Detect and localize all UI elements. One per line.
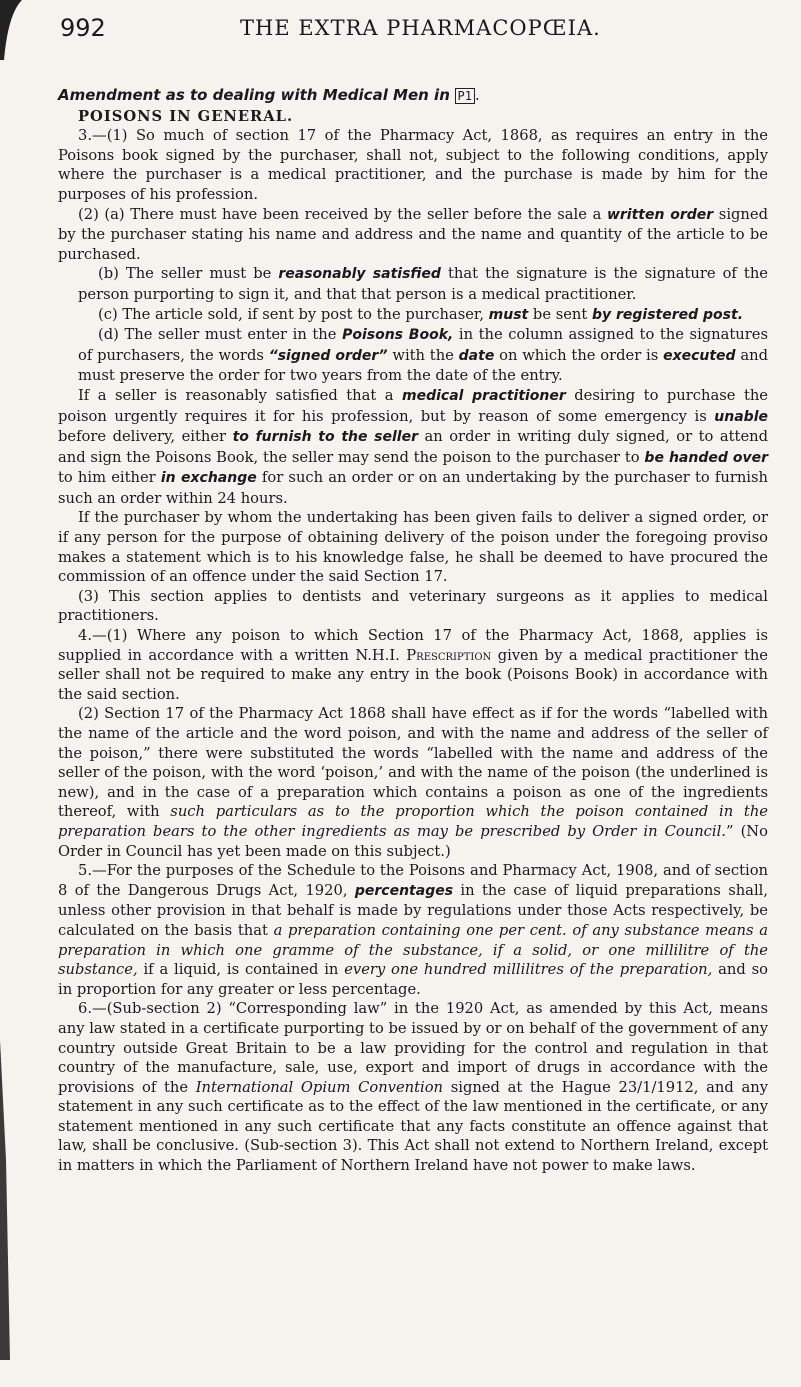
running-title: THE EXTRA PHARMACOPŒIA. <box>240 16 601 40</box>
emphasis: date <box>458 347 495 364</box>
para-3-2b: (b) The seller must be reasonably satisfied that the signature is the signature of the person purporting to sign it, and that that person is a medical practitioner. <box>78 265 768 303</box>
emphasis: percentages <box>354 882 454 899</box>
section-subheading <box>58 107 768 127</box>
para-4-2: (2) Section 17 of the Pharmacy Act 1868 shall have effect as if for the words “labelled with the name of the article and the word poison, and with the name and address of the seller of the poison,” there were substituted the words “labelled with the name and address of the seller of the poison, with the word ‘poison,’ and with the name of the poison (the underlined is new), and in the case of a preparation which contains a poison as one of the ingredients thereof, with such particulars as to the proportion which the poison contained in the preparation bears to the other ingredients as may be prescribed by Order in Council.” (No Order in Council has yet been made on this subject.) <box>58 705 768 860</box>
emphasis: by registered post. <box>591 306 744 323</box>
para-5: 5.—For the purposes of the Schedule to the Poisons and Pharmacy Act, 1908, and of section 8 of the Dangerous Drugs Act, 1920, percentages in the case of liquid preparations shall, unless other provision in that behalf is made by regulations under those Acts respectively, be calculated on the basis that a preparation containing one per cent. of any substance means a preparation in which one gramme of the substance, if a solid, or one millilitre of the substance, if a liquid, is contained in every one hundred millilitres of the preparation, and so in proportion for any greater or less percentage. <box>58 862 769 998</box>
para-3-penalty: If the purchaser by whom the undertaking has been given fails to deliver a signed order, or if any person for the purpose of obtaining delivery of the poison under the foregoing proviso makes a statement which is to his knowledge false, he shall be deemed to have procured the commission of an offence under the said Section 17. <box>58 509 768 586</box>
emphasis: “signed order” <box>268 347 388 364</box>
para-3-2a: (2) (a) There must have been received by the seller before the sale a written order signed by the purchaser stating his name and address and the name and quantity of the article to be purchased. <box>58 205 768 263</box>
emphasis: to furnish to the seller <box>232 429 418 446</box>
emphasis: in exchange <box>160 470 257 487</box>
para-3-3: (3) This section applies to dentists and veterinary surgeons as it applies to medical practitioners. <box>58 587 768 625</box>
emphasis: medical practitioner <box>402 387 566 404</box>
page-binding-mark <box>0 1040 14 1360</box>
emphasis: Poisons Book, <box>342 327 454 344</box>
para-3-proviso: If a seller is reasonably satisfied that a medical practitioner desiring to purchase the poison urgently requires it for his profession, but by reason of some emergency is unable before delivery, either to furnish to the seller an order in writing duly signed, or to attend and sign the Poisons Book, the seller may send the poison to the purchaser to be handed over to him either in exchange for such an order or on an undertaking by the purchaser to furnish such an order within 24 hours. <box>58 386 769 507</box>
emphasis: executed <box>663 347 736 364</box>
para-3-2c: (c) The article sold, if sent by post to the purchaser, must be sent by registered post. <box>98 305 744 323</box>
italic-text: a preparation containing one per cent. of any substance means a preparation in which one gramme of the substance, if a solid, or one millilitre of the substance, <box>58 921 768 979</box>
page-number: 992 <box>60 14 106 42</box>
para-3-2d: (d) The seller must enter in the Poisons Book, in the column assigned to the signatures of purchasers, the words “signed order” with the date on which the order is executed and must preserve the order for two years from the date of the entry. <box>78 326 768 385</box>
emphasis: unable <box>714 408 768 425</box>
page-corner-mark <box>0 0 60 60</box>
para-6: 6.—(Sub-section 2) “Corresponding law” in the 1920 Act, as amended by this Act, means any law stated in a certificate purporting to be issued by or on behalf of the government of any country outside Great Britain to be a law providing for the control and regulation in that country of the manufacture, sale, use, export and import of drugs in accordance with the provisions of the International Opium Convention signed at the Hague 23/1/1912, and any statement in any such certificate as to the effect of the law mentioned in the certificate, or any statement mentioned in any such certificate that any facts constitute an offence against that law, shall be conclusive. (Sub-section 3). This Act shall not extend to Northern Ireland, except in matters in which the Parliament of Northern Ireland have not power to make laws. <box>58 1000 768 1175</box>
small-caps-term: Prescription <box>406 646 492 664</box>
emphasis: reasonably satisfied <box>278 266 441 283</box>
page-header <box>60 12 760 48</box>
emphasis: written order <box>606 206 714 223</box>
poisons-heading: POISONS IN GENERAL. <box>78 107 294 125</box>
para-4-1: 4.—(1) Where any poison to which Section 17 of the Pharmacy Act, 1868, applies is supplied in accordance with a written N.H.I. Prescription given by a medical practitioner the seller shall not be required to make any entry in the book (Poisons Book) in accordance with the said section. <box>58 627 769 703</box>
para-3-1: 3.—(1) So much of section 17 of the Pharmacy Act, 1868, as requires an entry in the Poisons book signed by the purchaser, shall not, subject to the following conditions, apply where the purchaser is a medical practitioner, and the purchase is made by him for the purposes of his profession. <box>58 127 768 203</box>
emphasis: be handed over <box>644 449 769 466</box>
emphasis: must <box>488 306 529 323</box>
document-body <box>58 86 768 1176</box>
italic-text: every one hundred millilitres of the preparation, <box>344 961 713 979</box>
reference-box: P1 <box>455 88 475 104</box>
italic-text: such particulars as to the proportion which the poison contained in the preparation bears to the other ingredients as may be prescribed by Order in Council. <box>58 803 768 840</box>
amendment-heading: Amendment as to dealing with Medical Men in <box>58 86 450 104</box>
italic-text: International Opium Convention <box>195 1078 444 1096</box>
section-heading: Amendment as to dealing with Medical Men in P1 . <box>58 86 480 104</box>
